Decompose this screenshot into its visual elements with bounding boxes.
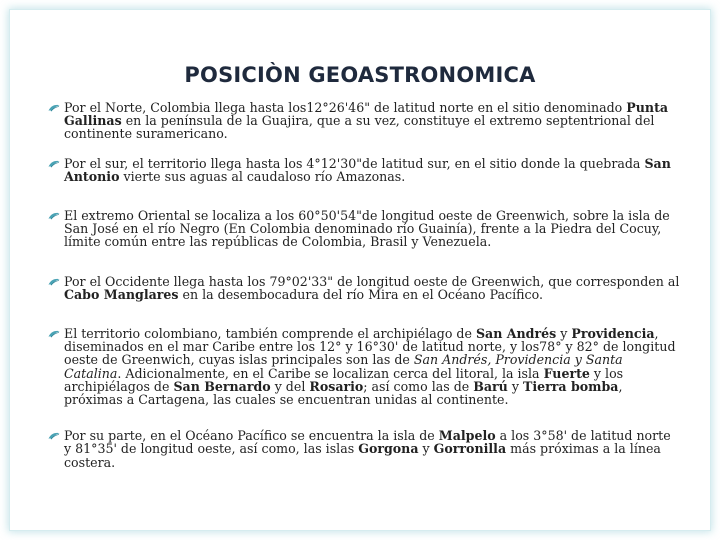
text-run: en la península de la Guajira, que a su vez, constituye el extremo septentrional del continente suramericano. (64, 113, 655, 142)
text-run: Por el sur, el territorio llega hasta los 4°12'30"de latitud sur, en el sitio donde la quebrada (64, 155, 645, 171)
bold-term: San Bernardo (173, 378, 271, 394)
bullet-text (64, 428, 671, 469)
bullet-text (64, 100, 668, 141)
leaf-swoosh-icon (48, 432, 60, 440)
leaf-swoosh-icon (48, 160, 60, 168)
text-run: vierte sus aguas al caudaloso río Amazonas. (119, 168, 406, 184)
bold-term: Malpelo (438, 428, 496, 444)
text-run: . Adicionalmente, en el Caribe se localizan cerca del litoral, la isla (117, 365, 544, 381)
text-run: , diseminados en el mar Caribe entre los 12° y 16°30' de latitud norte, y los78° y 82° de longitud oeste de Greenwich, cuyas islas principales son las de (64, 326, 676, 368)
leaf-swoosh-icon (48, 330, 60, 338)
text-run: Por el Occidente llega hasta los 79°02'33" de longitud oeste de Greenwich, que corresponden al (64, 273, 680, 289)
bold-term: Providencia (571, 326, 655, 342)
bold-term: San Andrés (475, 326, 557, 342)
bold-term: Tierra bomba (522, 378, 619, 394)
bullet-item (48, 327, 680, 406)
text-run: El territorio colombiano, también comprende el archipiélago de (64, 326, 476, 342)
text-run: y los archipiélagos de (64, 365, 624, 394)
text-run: y (556, 326, 572, 342)
bullet-item (48, 209, 680, 249)
bullet-item (48, 275, 680, 301)
bullet-text (64, 326, 676, 407)
bullet-text (64, 208, 670, 249)
leaf-swoosh-icon (48, 278, 60, 286)
bold-term: Cabo Manglares (64, 286, 179, 302)
slide-title: POSICIÒN GEOASTRONOMICA (184, 63, 536, 87)
text-run: Por el Norte, Colombia llega hasta los12°26'46" de latitud norte en el sitio denominado (64, 100, 627, 115)
bullet-item (48, 429, 680, 469)
bold-term: Fuerte (543, 365, 590, 381)
bold-term: Gorronilla (433, 441, 507, 457)
bold-term: Punta Gallinas (64, 100, 669, 129)
italic-term: San Andrés, Providencia y Santa Catalina (64, 352, 623, 381)
text-run: El extremo Oriental se localiza a los 60°50'54"de longitud oeste de Greenwich, sobre la isla de San José en el río Negro (En Colombia denominado río Guainía), frente a la Piedra del Cocuy, límite común entre las repúblicas de Colombia, Brasil y Venezuela. (64, 208, 670, 250)
bold-term: Rosario (309, 378, 364, 394)
text-run: más próximas a la línea costera. (64, 441, 661, 470)
bullet-item (48, 157, 680, 183)
text-run: y (507, 378, 523, 394)
text-run: , próximas a Cartagena, las cuales se encuentran unidas al continente. (64, 378, 623, 408)
leaf-swoosh-icon (48, 212, 60, 220)
text-run: en la desembocadura del río Mira en el Océano Pacífico. (178, 286, 543, 302)
bold-term: San Antonio (64, 155, 671, 184)
text-run: y del (270, 378, 310, 394)
bullet-list (48, 101, 680, 469)
bullet-item (48, 101, 680, 141)
bullet-text (64, 274, 679, 302)
leaf-swoosh-icon (48, 104, 60, 112)
bullet-text (64, 156, 671, 184)
text-run: a los 3°58' de latitud norte y 81°35' de longitud oeste, así como, las islas (64, 428, 671, 457)
bold-term: Barú (473, 378, 508, 394)
text-run: ; así como las de (363, 378, 474, 394)
text-run: y (418, 441, 434, 457)
text-run: Por su parte, en el Océano Pacífico se encuentra la isla de (64, 428, 439, 444)
bold-term: Gorgona (358, 441, 419, 457)
